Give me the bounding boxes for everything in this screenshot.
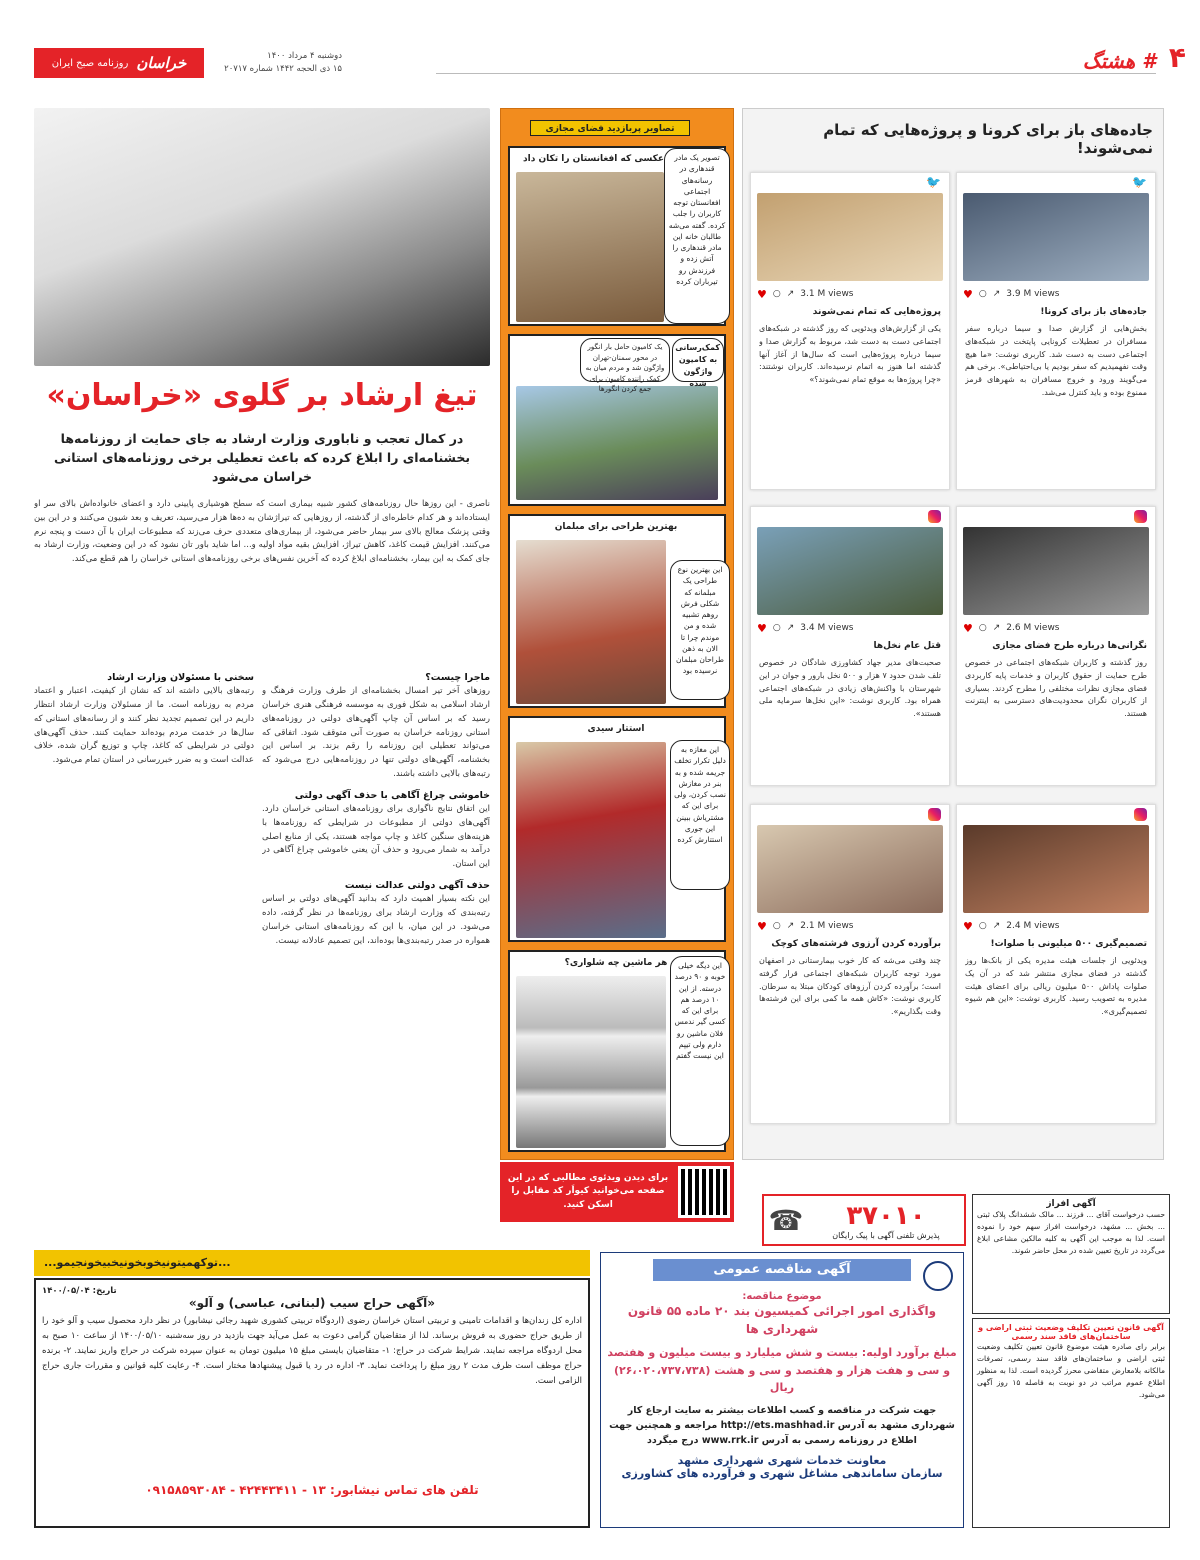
tender-logo — [923, 1261, 953, 1291]
article-col-left — [34, 670, 254, 1160]
comment-icon[interactable]: ○ — [772, 289, 781, 299]
date-line-2: ۱۵ ذی الحجه ۱۴۴۲ شماره ۲۰۷۱۷ — [224, 63, 342, 74]
card-views: 3.4 M views — [800, 623, 854, 633]
card-views: 3.1 M views — [800, 289, 854, 299]
comment-icon[interactable]: ○ — [772, 623, 781, 633]
card-body: چند وقتی می‌شه که کار خوب بیمارستانی در اصفهان مورد توجه کاربران شبکه‌های اجتماعی قرار گرفته است؛ برآورده کردن آرزوهای کودکان مبتلا به سرطان. کاربری نوشت: «کاش همه ما کمی برای این فرشته‌ها وقت بگذاریم». — [759, 956, 941, 1017]
card-body: روز گذشته و کاربران شبکه‌های اجتماعی در خصوص طرح حمایت از حقوق کاربران و خدمات پایه کاربردی فضای مجازی نظرات مختلفی را مطرح کردند. بسیاری از کاربران نگران محدودیت‌های دسترسی به اینترنت هستند. — [965, 658, 1147, 719]
legal-notice-2 — [972, 1318, 1170, 1528]
comment-icon[interactable]: ○ — [978, 921, 987, 931]
auction-date: تاریخ: ۱۴۰۰/۰۵/۰۴ — [42, 1286, 117, 1296]
card-title: پروژه‌هایی که تمام نمی‌شوند — [812, 307, 941, 317]
section-body-3: این نکته بسیار اهمیت دارد که بدانید آگهی‌های دولتی بر اساس رتبه‌بندی که وزارت ارشاد برای روزنامه‌ها در نظر گرفته، داده می‌شود. در این میان، با این که روزنامه‌های استانی خراسان همواره در صدر رتبه‌بندی‌ها بوده‌اند، این تصمیم عادلانه نیست. — [262, 894, 490, 946]
instagram-icon — [928, 510, 941, 523]
social-card[interactable] — [750, 804, 950, 1124]
social-card[interactable] — [956, 804, 1156, 1124]
card-title: تصمیم‌گیری ۵۰۰ میلیونی با صلوات! — [990, 939, 1147, 949]
social-card[interactable] — [956, 172, 1156, 490]
phone-icon: ☎ — [768, 1203, 804, 1237]
tender-org-1: معاونت خدمات شهری شهرداری مشهد — [677, 1454, 887, 1468]
comment-icon[interactable]: ○ — [978, 623, 987, 633]
share-icon[interactable]: ↗ — [786, 623, 795, 633]
tender-info: جهت شرکت در مناقصه و کسب اطلاعات بیشتر به سایت ارجاع کار شهرداری مشهد به آدرس http://ets.mashhad.ir مراجعه و همچنین جهت اطلاع در روزنامه رسمی به آدرس www.rrk.ir درج میگردد — [609, 1404, 955, 1447]
mid-title-5: هر ماشین چه شلواری؟ — [564, 958, 668, 968]
article-subtitle: در کمال تعجب و ناباوری وزارت ارشاد به جای حمایت از روزنامه‌ها بخشنامه‌ای را ابلاغ کرده که باعث تعطیلی برخی روزنامه‌های استانی خراسان می‌شود — [53, 431, 471, 484]
tender-subject-label: موضوع مناقصه: — [742, 1291, 822, 1302]
card-views: 2.6 M views — [1006, 623, 1060, 633]
mid-title-4: استتار سیدی — [587, 724, 645, 734]
card-views: 2.1 M views — [800, 921, 854, 931]
section-body-4: رتبه‌های بالایی داشته اند که نشان از کیفیت، اعتبار و اعتماد مردم به روزنامه است. ما از مسئولان وزارت ارشاد انتظار داریم در این تصمیم تجدید نظر کنند و از رسانه‌های استانی که سال‌ها در خدمت مردم بوده‌اند حمایت کنند. حذف آگهی‌های دولتی در شرایطی که کاغذ، چاپ و توزیع گران شده، خلاف عدالت است و به ضرر خبررسانی در استان تمام می‌شود. — [34, 686, 254, 766]
section-heading-1: ماجرا چیست؟ — [425, 672, 490, 683]
card-photo — [963, 527, 1149, 615]
mid-note-3: این بهترین نوع طراحی یک مبلمانه که شکلی فرش روهم تشبیه شده و من موندم چرا تا الان به ذهن طراحان مبلمان نرسیده بود — [670, 560, 730, 700]
card-photo — [963, 825, 1149, 913]
mid-photo-3 — [516, 540, 666, 704]
social-card[interactable] — [956, 506, 1156, 786]
article-photo — [34, 108, 490, 366]
legal-body-2: برابر رای صادره هیئت موضوع قانون تعیین تکلیف وضعیت ثبتی اراضی و ساختمان‌های فاقد سند رسمی، تصرفات مالکانه بلامعارض متقاضی محرز گردیده است. لذا به منظور اطلاع عموم مراتب در دو نوبت به فاصله ۱۵ روز آگهی می‌شود. — [977, 1342, 1165, 1399]
card-title: جاده‌های باز برای کرونا! — [1040, 307, 1147, 317]
logo: خراسان — [136, 54, 187, 72]
article-title: تیغ ارشاد بر گلوی «خراسان» — [46, 378, 478, 413]
legal-notice-1 — [972, 1194, 1170, 1314]
card-photo — [757, 527, 943, 615]
share-icon[interactable]: ↗ — [992, 289, 1001, 299]
comment-icon[interactable]: ○ — [772, 921, 781, 931]
card-photo — [757, 825, 943, 913]
mid-note-2: یک کامیون حامل بار انگور در محور سمنان-تهران واژگون شد و مردم میان به کمک راننده کامیون برای جمع کردن انگورها — [580, 338, 670, 382]
twitter-icon: 🐦 — [1132, 175, 1147, 189]
twitter-icon: 🐦 — [926, 175, 941, 189]
card-views: 3.9 M views — [1006, 289, 1060, 299]
section-heading-2: خاموشی چراغ آگاهی با حذف آگهی دولتی — [294, 789, 490, 801]
section-title: # هشتگ — [1082, 48, 1156, 73]
issue-date — [212, 50, 342, 76]
auction-phone: تلفن های تماس نیشابور: ۱۳ - ۴۲۴۴۳۴۱۱ - ۰۹۱۵۸۵۹۳۰۸۴ — [145, 1483, 479, 1497]
social-card[interactable] — [750, 506, 950, 786]
auction-banner: ...توکهمیتونیخوبخونیخبیخونجیمو... — [34, 1250, 590, 1276]
legal-body-1: حسب درخواست آقای ... فرزند ... مالک ششدانگ پلاک ثبتی ... بخش ... مشهد، درخواست افراز سهم خود را نموده است. لذا به موجب این آگهی به کلیه مالکین مشاعی ابلاغ می‌گردد در تاریخ تعیین شده در محل حاضر شوند. — [977, 1210, 1165, 1255]
mid-title-3: بهترین طراحی برای مبلمان — [554, 522, 678, 532]
qr-code[interactable] — [678, 1166, 730, 1218]
card-stats — [757, 619, 943, 637]
heart-icon[interactable]: ♥ — [757, 287, 767, 301]
card-stats — [963, 917, 1149, 935]
mid-photo-5 — [516, 976, 666, 1148]
heart-icon[interactable]: ♥ — [757, 621, 767, 635]
instagram-icon — [928, 808, 941, 821]
article-col-right — [262, 670, 490, 1160]
card-stats — [757, 285, 943, 303]
card-photo — [757, 193, 943, 281]
mid-photo-2 — [516, 386, 718, 500]
share-icon[interactable]: ↗ — [992, 921, 1001, 931]
section-body-2: این اتفاق نتایج ناگواری برای روزنامه‌های استانی خراسان دارد. آگهی‌های دولتی از مطبوعات در شرایطی که روزنامه‌ها با هزینه‌های سنگین کاغذ و چاپ مواجه هستند، یکی از منابع اصلی درآمد به شمار می‌رود و حذف آن یعنی خاموشی چراغ آگاهی در این استان. — [262, 804, 490, 870]
card-title: قتل عام نخل‌ها — [873, 641, 941, 651]
instagram-icon — [1134, 510, 1147, 523]
legal-title-2: آگهی قانون تعیین تکلیف وضعیت ثبتی اراضی و ساختمان‌های فاقد سند رسمی — [978, 1323, 1164, 1341]
mid-label: تصاویر پربازدید فضای مجازی — [530, 120, 690, 136]
heart-icon[interactable]: ♥ — [757, 919, 767, 933]
section-body-1: روزهای آخر تیر امسال بخشنامه‌ای از طرف وزارت فرهنگ و ارشاد اسلامی به شکل فوری به موسسه فرهنگی هنری خراسان رسید که بر اساس آن چاپ آگهی‌های دولتی در روزنامه‌های استانی روزنامه خراسان به صورت آنی متوقف شود. اتفاقی که می‌تواند تعطیلی این روزنامه را رقم بزند. بر اساس این بخشنامه، آگهی‌های دولتی تنها در روزنامه‌هایی درج می‌شود که رتبه‌های بالایی داشته باشند. — [262, 686, 490, 779]
instagram-icon — [1134, 808, 1147, 821]
sms-box — [762, 1194, 966, 1246]
card-title: نگرانی‌ها درباره طرح فضای مجازی — [992, 641, 1147, 651]
page-number: ۴ — [1168, 41, 1186, 74]
mid-photo-4 — [516, 742, 666, 938]
logo-box — [34, 48, 204, 78]
mid-title-1: عکسی که افغانستان را تکان داد — [523, 154, 664, 164]
sms-label: پذیرش تلفنی آگهی با پیک رایگان — [832, 1230, 940, 1240]
tagline: روزنامه صبح ایران — [51, 57, 129, 69]
section-heading-4: سخنی با مسئولان وزارت ارشاد — [107, 672, 254, 683]
tender-ad — [600, 1252, 964, 1528]
mid-title-2: کمک‌رسانی به کامیون واژگون شده — [672, 338, 724, 382]
auction-title: «آگهی حراج سیب (لبنانی، عباسی) و آلو» — [188, 1296, 436, 1310]
card-body: بخش‌هایی از گزارش صدا و سیما درباره سفر مسافران در تعطیلات کرونایی پایتخت در شبکه‌های اجتماعی دست به دست شد. کاربری نوشت: «ما هیچ وقت نفهمیدیم که سفر بودیم یا بی‌احتیاطی». برخی هم می‌گویند ورود و خروج مسافران به شهرهای قرمز ممنوع بوده و باید کنترل می‌شد. — [965, 324, 1147, 397]
date-line-1: دوشنبه ۴ مرداد ۱۴۰۰ — [267, 51, 342, 61]
card-stats — [757, 917, 943, 935]
card-photo — [963, 193, 1149, 281]
section-tag — [436, 48, 1156, 74]
share-icon[interactable]: ↗ — [786, 289, 795, 299]
card-views: 2.4 M views — [1006, 921, 1060, 931]
heart-icon[interactable]: ♥ — [963, 919, 973, 933]
card-body: ویدئویی از جلسات هیئت مدیره یکی از بانک‌ها روز گذشته در فضای مجازی منتشر شد که در آن یک صلوات پاداش ۵۰۰ میلیون ریالی برای اعضای هیئت مدیره به تصویب رسید. کاربری نوشت: «این هم شیوه تصمیم‌گیری». — [965, 956, 1147, 1017]
mid-photo-1 — [516, 172, 664, 322]
qr-box — [500, 1162, 734, 1222]
card-body: صحبت‌های مدیر جهاد کشاورزی شادگان در خصوص تلف شدن حدود ۷ هزار و ۵۰۰ نخل بارور و جوان در این شهرستان با واکنش‌های زیادی در شبکه‌های اجتماعی همراه بود. کاربری نوشت: «این نخل‌ها سرمایه ملی هستند». — [759, 658, 941, 719]
comment-icon[interactable]: ○ — [978, 289, 987, 299]
qr-text: برای دیدن ویدئوی مطالبی که در این صفحه می‌خوانید کیواَر کد مقابل را اسکن کنید. — [507, 1172, 669, 1210]
tender-budget: مبلغ برآورد اولیه: بیست و شش میلیارد و بیست میلیون و هفتصد و سی و هفت هزار و هفتصد و سی و هشت (۲۶،۰۲۰،۷۳۷،۷۳۸) ریال — [607, 1346, 957, 1395]
heart-icon[interactable]: ♥ — [963, 621, 973, 635]
mid-note-5: این دیگه خیلی خوبه و ۹۰ درصد درسته. از این ۱۰ درصد هم برای این که کسی گیر ندمس فلان ماشین رو دارم ولی تیپم این نیست گفتم — [670, 956, 730, 1146]
mid-note-4: این مغازه به دلیل تکرار تخلف جریمه شده و به بنر در مغازش نصب کردن، ولی برای این که مشتریاش ببینن این جوری استتارش کرده — [670, 740, 730, 890]
card-stats — [963, 285, 1149, 303]
social-card[interactable] — [750, 172, 950, 490]
legal-title-1: آگهی افراز — [1046, 1199, 1096, 1209]
section-heading-3: حذف آگهی دولتی عدالت نیست — [344, 879, 490, 891]
card-title: برآورده کردن آرزوی فرشته‌های کوچک — [771, 939, 941, 949]
tender-subject: واگذاری امور اجرائی کمیسیون بند ۲۰ ماده ۵۵ قانون شهرداری ها — [627, 1304, 937, 1336]
auction-body: اداره کل زندان‌ها و اقدامات تامینی و تربیتی استان خراسان رضوی (اردوگاه تربیتی کشوری شهید رجائی نیشابور) در نظر دارد محصول سیب و آلو خود را از طریق حراج حضوری به فروش برساند. لذا از متقاضیان گرامی دعوت به عمل می‌آید جهت بازدید در روز سه‌شنبه ۱۴۰۰/۰۵/۱۰ از ساعت ۱۰ صبح به محل اردوگاه مراجعه نمایند. شرایط شرکت در حراج: ۱- متقاضیان بایستی مبلغ ۱۵ میلیون تومان به عنوان سپرده شرکت در حراج واریز نمایند. ۲- برنده حراج موظف است ظرف مدت ۲ روز مبلغ را پرداخت نماید. ۳- اداره در رد یا قبول پیشنهادها مختار است. ۴- رعایت کلیه قوانین و مقررات جاری حراج الزامی است. — [42, 1316, 582, 1386]
share-icon[interactable]: ↗ — [992, 623, 1001, 633]
mid-note-1: تصویر یک مادر قندهاری در رسانه‌های اجتماعی افغانستان توجه کاربران را جلب کرده. گفته می‌شه طالبان خانه این مادر قندهاری را آتش زده و فرزندش رو تیرباران کرده — [664, 148, 730, 324]
tender-title-bar: آگهی مناقصه عمومی — [653, 1259, 911, 1281]
card-stats — [963, 619, 1149, 637]
auction-ad — [34, 1278, 590, 1528]
share-icon[interactable]: ↗ — [786, 921, 795, 931]
sms-number: ۳۷۰۱۰ — [846, 1200, 926, 1231]
panel-heading: جاده‌های باز برای کرونا و پروژه‌هایی که تمام نمی‌شوند! — [823, 121, 1153, 157]
heart-icon[interactable]: ♥ — [963, 287, 973, 301]
tender-org-2: سازمان ساماندهی مشاغل شهری و فرآورده های کشاورزی — [621, 1467, 943, 1481]
card-body: یکی از گزارش‌های ویدئویی که روز گذشته در شبکه‌های اجتماعی دست به دست شد، مربوط به گزارش صدا و سیما درباره پروژه‌هایی است که سال‌ها از آغاز آنها گذشته اما هنوز به اتمام نرسیده‌اند. کاربران نوشتند: «چرا پروژه‌ها به موقع تمام نمی‌شوند؟» — [759, 324, 941, 385]
article-lead: ناصری - این روزها حال روزنامه‌های کشور شبیه بیماری است که سطح هوشیاری پایینی دارد و اعضای خانواده‌اش بالای سر او ایستاده‌اند و هر کدام خاطره‌ای از گذشته، از روزهایی که تیراژشان به ده‌ها هزار می‌رسید، تعریف و بعد شیون می‌کنند و در این بین وقتی پزشک معالج بالای سر بیمار حاضر می‌شود، از بیماری‌های متعددی حرف می‌زند که مطبوعات ایران با آن دست و پنجه نرم می‌کنند. افزایش قیمت کاغذ، کاهش تیراژ، افزایش بقیه مواد اولیه و... اما شاید باور تان نشود که در این وضعیت، وزارت ارشاد به جای کمک به این بیمار، بخشنامه‌ای ابلاغ کرده که آخرین نفس‌های برخی روزنامه‌های استانی خراسان را هم قطع می‌کند. — [34, 499, 490, 565]
